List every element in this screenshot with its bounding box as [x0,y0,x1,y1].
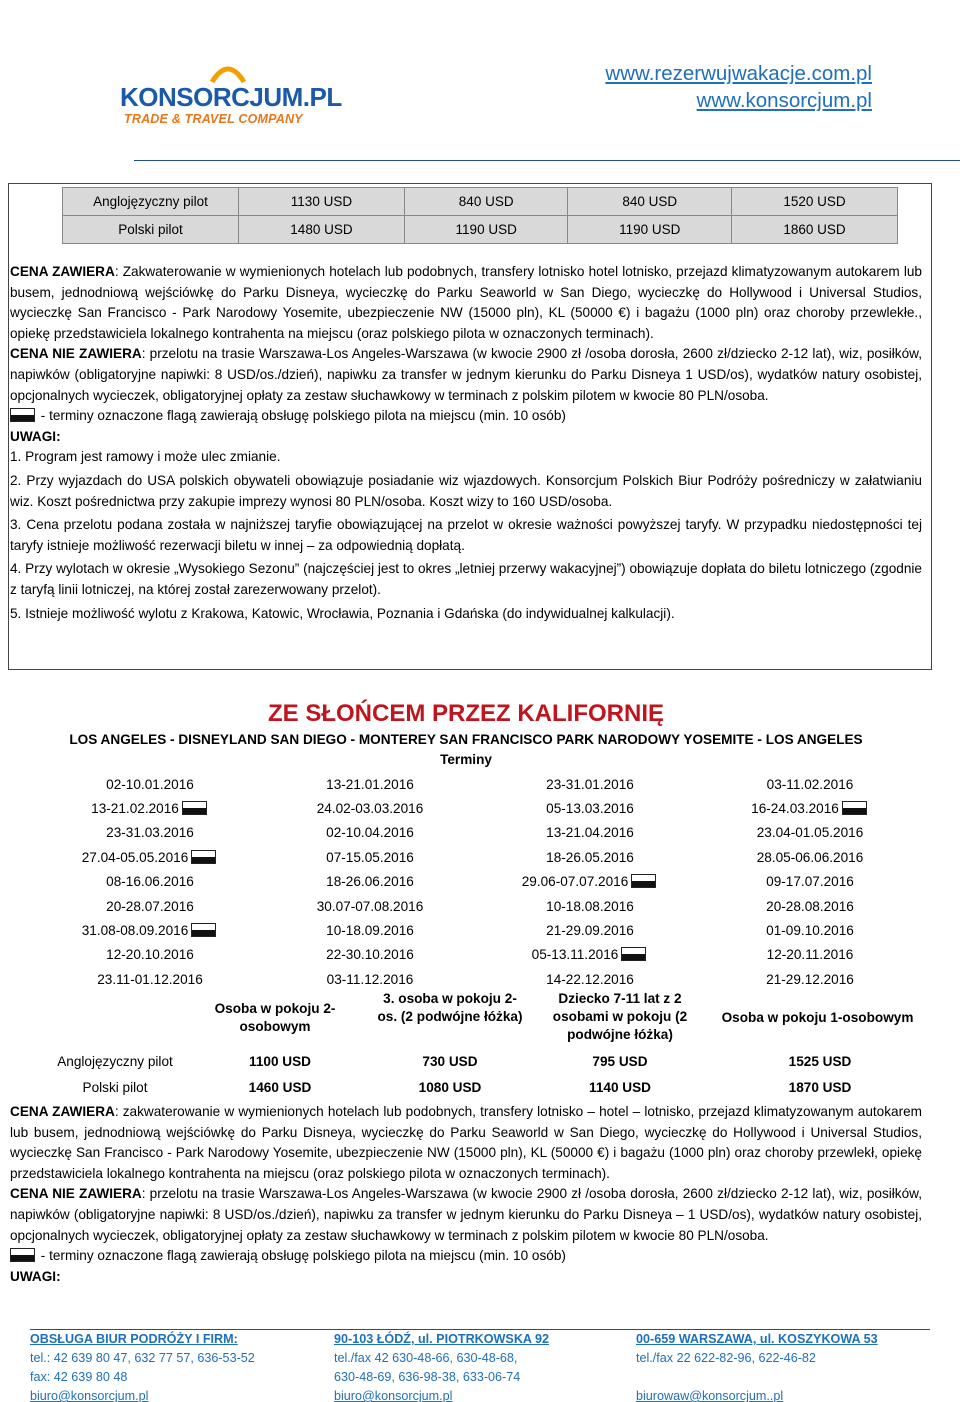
date-text: 23.11-01.12.2016 [97,971,203,987]
date-text: 05-13.03.2016 [546,801,634,817]
date-cell [700,874,920,889]
room-header: 3. osoba w pokoju 2-os. (2 podwójne łóżka) [377,991,523,1024]
tour-route: LOS ANGELES - DISNEYLAND SAN DIEGO - MONTEREY SAN FRANCISCO PARK NARODOWY YOSEMITE - LOS ANGELES [69,732,863,747]
date-cell [480,899,700,914]
date-text: 31.08-08.09.2016 [81,923,189,939]
terminy-heading: Terminy [440,752,492,767]
polish-flag-icon [191,850,216,864]
cena-nie-zawiera: CENA NIE ZAWIERA: przelotu na trasie Warszawa-Los Angeles-Warszawa (w kwocie 2900 zł /osoba dorosła, 2600 zł/dziecko 2-12 lat), wiz, posiłków, napiwków (obligatoryjne napiwki: 8 USD/os./dzień), napiwku za transfer w jednym kierunku do Parku Disneya – 1 USD/os), wydatków natury osobistej, opcjonalnych wycieczek, obligatoryjnej opłaty za zestaw słuchawkowy w terminach z polskim pilotem w kwocie 80 PLN/osoba. [10,1186,922,1243]
date-text: 03-11.02.2016 [766,776,854,792]
price-cell: 1480 USD [239,216,405,244]
date-cell [40,850,260,865]
row-label: Anglojęzyczny pilot [63,188,239,216]
date-text: 29.06-07.07.2016 [521,874,629,890]
price-cell: 795 USD [592,1054,648,1069]
row-label: Polski pilot [63,216,239,244]
link-konsorcjum[interactable]: www.konsorcjum.pl [696,89,872,112]
date-text: 16-24.03.2016 [751,801,839,817]
footer-fax: fax: 42 639 80 48 [30,1370,128,1384]
price-cell: 840 USD [404,188,568,216]
row-label: Anglojęzyczny pilot [57,1054,173,1069]
date-text: 12-20.10.2016 [106,947,194,963]
polish-flag-icon [621,947,646,961]
date-cell [40,777,260,792]
section2-body [10,1102,922,1287]
date-text: 03-11.12.2016 [326,971,414,987]
header-divider [134,160,960,161]
date-cell [700,825,920,840]
date-cell [700,777,920,792]
date-cell [480,777,700,792]
date-text: 02-10.04.2016 [326,825,414,841]
date-cell [480,947,700,962]
date-cell [480,801,700,816]
date-text: 10-18.09.2016 [326,923,414,939]
date-cell [40,825,260,840]
date-text: 13-21.02.2016 [91,801,179,817]
date-cell [700,899,920,914]
date-cell [260,850,480,865]
date-text: 13-21.01.2016 [326,776,414,792]
footer-phone: 630-48-69, 636-98-38, 633-06-74 [334,1370,521,1384]
note-item: 4. Przy wylotach w okresie „Wysokiego Sezonu” (najczęściej jest to okres „letniej przerwy wakacyjnej”) obowiązuje dopłata do biletu lotniczego (zgodnie z taryfą linii lotniczej, na której został zarezerwowany przelot). [10,561,922,597]
price-cell: 1190 USD [568,216,732,244]
room-type-headers [0,990,960,1048]
date-text: 07-15.05.2016 [326,849,414,865]
date-text: 30.07-07.08.2016 [316,898,424,914]
dates-row [40,943,920,967]
dates-row [40,894,920,918]
price-cell: 1860 USD [732,216,898,244]
dates-row [40,845,920,869]
date-cell [700,923,920,938]
date-text: 13-21.04.2016 [546,825,634,841]
price-cell: 1525 USD [788,1054,852,1069]
price-cell: 840 USD [568,188,732,216]
footer-blank [636,1368,878,1387]
date-cell [260,801,480,816]
date-text: 22-30.10.2016 [326,947,414,963]
date-cell [700,801,920,816]
footer-heading: 00-659 WARSZAWA, ul. KOSZYKOWA 53 [636,1332,878,1346]
polish-flag-icon [842,801,867,815]
note-item: 1. Program jest ramowy i może ulec zmianie. [10,449,281,465]
price-cell: 730 USD [422,1054,478,1069]
date-text: 23.04-01.05.2016 [756,825,864,841]
polish-flag-icon [182,801,207,815]
price-cell: 1080 USD [418,1080,482,1095]
date-cell [480,923,700,938]
room-header: Dziecko 7-11 lat z 2 osobami w pokoju (2 podwójne łóżka) [552,991,688,1042]
footer-col-biura [30,1330,255,1402]
polish-flag-icon [631,874,656,888]
note-item: 5. Istnieje możliwość wylotu z Krakowa, Katowic, Wrocławia, Poznania i Gdańska (do indywidualnej kalkulacji). [10,605,675,621]
price-cell: 1100 USD [249,1054,311,1069]
price-cell: 1520 USD [732,188,898,216]
top-price-table [62,187,898,244]
footer-col-warszawa [636,1330,878,1402]
date-text: 14-22.12.2016 [546,971,634,987]
date-text: 12-20.11.2016 [766,947,854,963]
date-cell [260,874,480,889]
footer-heading: OBSŁUGA BIUR PODRÓŻY I FIRM: [30,1332,238,1346]
footer-phone: tel./fax 22 622-82-96, 622-46-82 [636,1351,816,1365]
section1-body [10,262,922,624]
date-cell [260,972,480,987]
date-cell [40,923,260,938]
polish-flag-icon [10,408,35,422]
date-text: 20-28.07.2016 [106,898,194,914]
date-text: 23-31.01.2016 [546,776,634,792]
room-header: Osoba w pokoju 2-osobowym [214,1001,336,1034]
note-item: 3. Cena przelotu podana została w najniższej taryfie obowiązującej na przelot w okresie ważności powyższej taryfy. W przypadku niedostępności tej taryfy istnieje możliwość rezerwacji biletu w innej – za odpowiednią dopłatą. [10,517,922,553]
date-text: 10-18.08.2016 [546,898,634,914]
table-row [63,188,898,216]
date-text: 05-13.11.2016 [531,947,619,963]
date-text: 01-09.10.2016 [766,923,854,939]
price-cell: 1140 USD [589,1080,651,1095]
uwagi-heading: UWAGI: [10,428,61,444]
price-cell: 1460 USD [248,1080,312,1095]
date-text: 09-17.07.2016 [766,874,854,890]
date-cell [40,972,260,987]
footer-heading: 90-103 ŁÓDŹ, ul. PIOTRKOWSKA 92 [334,1332,550,1346]
company-logo[interactable] [120,58,342,138]
date-cell [260,923,480,938]
uwagi-heading: UWAGI: [10,1268,61,1284]
date-cell [260,947,480,962]
footer-col-lodz [334,1330,549,1402]
date-cell [480,850,700,865]
tour-price-table [0,1050,960,1102]
date-text: 27.04-05.05.2016 [81,849,189,865]
date-text: 23-31.03.2016 [106,825,194,841]
date-cell [480,874,700,889]
dates-row [40,870,920,894]
date-text: 21-29.09.2016 [546,923,634,939]
cena-zawiera: CENA ZAWIERA: zakwaterowanie w wymienionych hotelach lub podobnych, transfery lotnisko – hotel – lotnisko, przejazd klimatyzowanym autokarem lub busem, jednodniową wejściówkę do Parku Disneya, wycieczkę do Parku Seaworld w San Diego, wycieczkę do Hollywood i Universal Studios, wycieczkę San Francisco - Park Narodowy Yosemite, ubezpieczenie NW (15000 pln), KL (50000 €) i bagażu (1000 pln) oraz choroby przewlekł, opiekę przedstawiciela lokalnego kontrahenta na miejscu (oraz polskiego pilota w oznaczonych terminach). [10,1104,922,1181]
date-cell [700,947,920,962]
sun-icon [208,58,248,84]
tour-title: ZE SŁOŃCEM PRZEZ KALIFORNIĘ [268,700,664,727]
date-cell [480,825,700,840]
date-text: 18-26.06.2016 [326,874,414,890]
date-cell [40,874,260,889]
logo-main-text: KONSORCJUM.PL [120,82,342,112]
date-cell [40,899,260,914]
date-cell [260,825,480,840]
polish-flag-icon [191,923,216,937]
date-text: 28.05-06.06.2016 [756,849,864,865]
flag-note: - terminy oznaczone flagą zawierają obsługę polskiego pilota na miejscu (min. 10 osób) [10,406,922,427]
dates-row [40,772,920,796]
date-cell [260,777,480,792]
dates-row [40,967,920,991]
cena-zawiera: CENA ZAWIERA: Zakwaterowanie w wymienionych hotelach lub podobnych, transfery lotnisko hotel lotnisko, przejazd klimatyzowanym autokarem lub busem, jednodniową wejściówkę do Parku Disneya, wycieczkę do Parku Seaworld w San Diego, wycieczkę do Hollywood i Universal Studios, wycieczkę San Francisco - Park Narodowy Yosemite, ubezpieczenie NW (15000 pln), KL (50000 €) i bagażu (1000 pln) oraz choroby przewlekłe., opiekę przedstawiciela lokalnego kontrahenta na miejscu (oraz polskiego pilota w oznaczonych terminach). [10,264,922,341]
date-cell [40,947,260,962]
price-cell: 1190 USD [404,216,568,244]
date-cell [40,801,260,816]
table-row [63,216,898,244]
date-text: 21-29.12.2016 [766,971,854,987]
date-text: 08-16.06.2016 [106,874,194,890]
date-text: 24.02-03.03.2016 [316,801,424,817]
cena-nie-zawiera: CENA NIE ZAWIERA: przelotu na trasie Warszawa-Los Angeles-Warszawa (w kwocie 2900 zł /osoba dorosła, 2600 zł/dziecko 2-12 lat), wiz, posiłków, napiwków (obligatoryjne napiwki: 8 USD/os./dzień), napiwku za transfer w jednym kierunku do Parku Disneya 1 USD/os), wydatków natury osobistej, opcjonalnych wycieczek, obligatoryjnej opłaty za zestaw słuchawkowy w terminach z polskim pilotem w kwocie 80 PLN/osoba. [10,346,922,403]
dates-row [40,796,920,820]
dates-row [40,821,920,845]
dates-grid [40,772,920,992]
footer-email-link[interactable]: biurowaw@konsorcjum..pl [636,1389,784,1402]
date-text: 02-10.01.2016 [106,776,194,792]
header-links [605,60,872,114]
date-cell [260,899,480,914]
price-cell: 1870 USD [788,1080,852,1095]
polish-flag-icon [10,1248,35,1262]
room-header: Osoba w pokoju 1-osobowym [721,1010,914,1025]
logo-sub-text: TRADE & TRAVEL COMPANY [124,112,303,126]
date-cell [700,850,920,865]
link-rezerwujwakacje[interactable]: www.rezerwujwakacje.com.pl [605,62,872,85]
date-cell [480,972,700,987]
dates-row [40,918,920,942]
note-item: 2. Przy wyjazdach do USA polskich obywateli obowiązuje posiadanie wiz wjazdowych. Konsorcjum Polskich Biur Podróży pośredniczy w załatwianiu wiz. Koszt pośrednictwa przy zakupie imprezy wynosi 80 PLN/osoba. Koszt wizy to 160 USD/osoba. [10,472,922,509]
table-row [0,1050,960,1076]
footer-email-link[interactable]: biuro@konsorcjum.pl [334,1389,453,1402]
row-label: Polski pilot [82,1080,148,1095]
date-cell [700,972,920,987]
date-text: 18-26.05.2016 [546,849,634,865]
footer-phone: tel./fax 42 630-48-66, 630-48-68, [334,1351,518,1365]
page-header [0,0,960,150]
footer-email-link[interactable]: biuro@konsorcjum.pl [30,1389,149,1402]
table-row [0,1076,960,1102]
date-text: 20-28.08.2016 [766,898,854,914]
footer-phone: tel.: 42 639 80 47, 632 77 57, 636-53-52 [30,1351,255,1365]
flag-note: - terminy oznaczone flagą zawierają obsługę polskiego pilota na miejscu (min. 10 osób) [10,1246,922,1267]
price-cell: 1130 USD [239,188,405,216]
